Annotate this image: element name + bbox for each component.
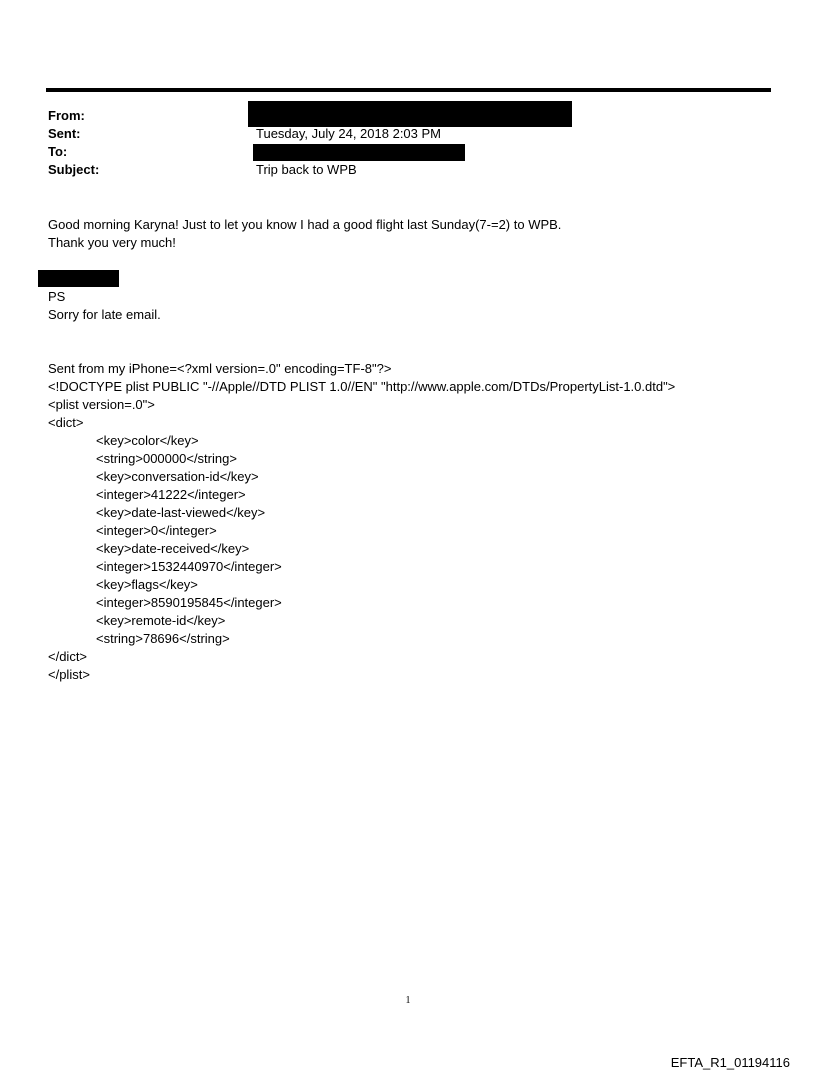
to-redaction — [253, 144, 465, 161]
to-label: To: — [48, 144, 68, 159]
plist-line: <string>000000</string> — [96, 451, 237, 466]
plist-line: <key>flags</key> — [96, 577, 198, 592]
plist-line: </plist> — [48, 667, 90, 682]
plist-line: <integer>8590195845</integer> — [96, 595, 282, 610]
plist-line: <integer>41222</integer> — [96, 487, 246, 502]
subject-value: Trip back to WPB — [256, 162, 357, 177]
plist-line: <!DOCTYPE plist PUBLIC "-//Apple//DTD PLIST 1.0//EN" "http://www.apple.com/DTDs/PropertyList-1.0.dtd"> — [48, 379, 676, 394]
bates-number: EFTA_R1_01194116 — [670, 1055, 790, 1070]
subject-label: Subject: — [48, 162, 100, 177]
plist-line: </dict> — [48, 649, 88, 664]
plist-line: <string>78696</string> — [96, 631, 230, 646]
signature-redaction — [38, 270, 119, 287]
plist-line: <dict> — [48, 415, 84, 430]
plist-line: <key>color</key> — [96, 433, 199, 448]
from-redaction — [248, 101, 572, 127]
sent-value: Tuesday, July 24, 2018 2:03 PM — [256, 126, 441, 141]
plist-line: <key>conversation-id</key> — [96, 469, 259, 484]
ps-label: PS — [48, 289, 66, 304]
plist-line: <integer>1532440970</integer> — [96, 559, 282, 574]
body-line-2: Thank you very much! — [48, 235, 176, 250]
header-rule — [46, 88, 771, 92]
body-line-1: Good morning Karyna! Just to let you know I had a good flight last Sunday(7-=2) to WPB. — [48, 217, 562, 232]
plist-line: <key>date-last-viewed</key> — [96, 505, 266, 520]
ps-text: Sorry for late email. — [48, 307, 161, 322]
page-number: 1 — [405, 995, 411, 1006]
plist-line: <plist version=.0"> — [48, 397, 155, 412]
from-label: From: — [48, 108, 85, 123]
plist-line: <integer>0</integer> — [96, 523, 217, 538]
plist-line: <key>remote-id</key> — [96, 613, 226, 628]
plist-line: Sent from my iPhone=<?xml version=.0" encoding=TF-8"?> — [48, 361, 392, 376]
sent-label: Sent: — [48, 126, 81, 141]
plist-line: <key>date-received</key> — [96, 541, 250, 556]
